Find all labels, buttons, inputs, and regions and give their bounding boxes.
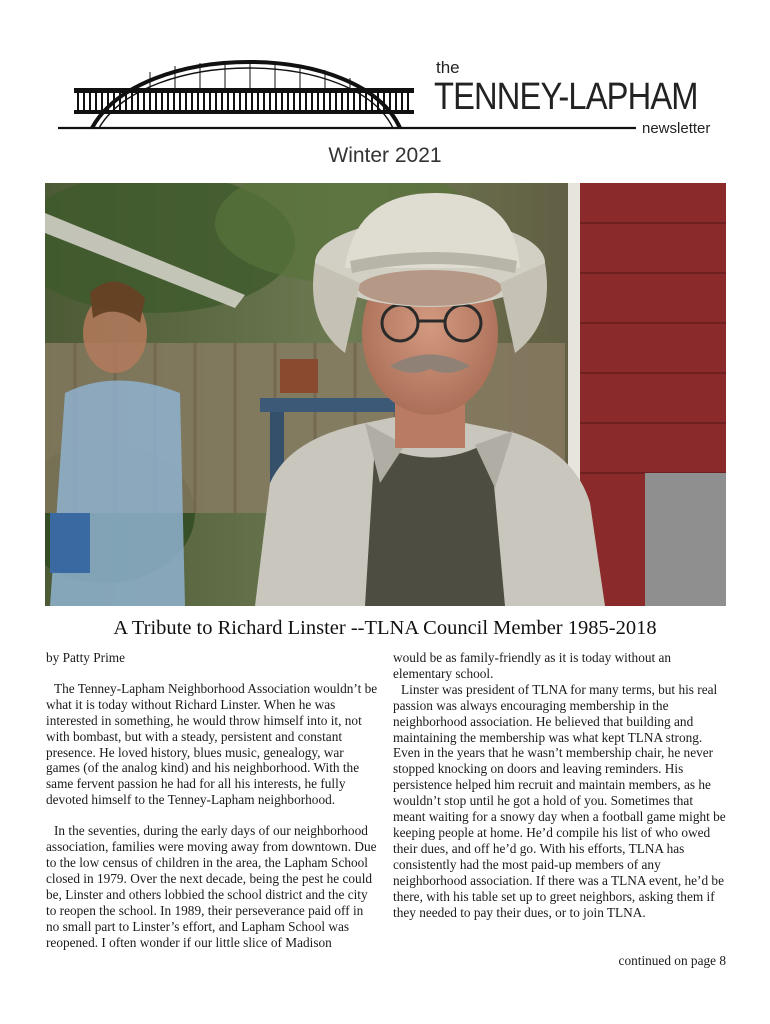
article-headline: A Tribute to Richard Linster --TLNA Council Member 1985-2018 [113,617,657,639]
continued-note: continued on page 8 [618,953,726,968]
masthead-the: the [436,58,460,77]
article-paragraph: Linster was president of TLNA for many terms, but his real passion was always encouraging membership in the neighborhood association. He believed that building and maintaining the membership was what kept TLNA strong. Even in the years that he wasn’t membership chair, he never stopped knocking on doors and leaving reminders. His persistence helped him recruit and maintain members, as he wouldn’t stop until he got a hold of you. Sometimes that meant waiting for a snowy day when a football game might be keeping people at home. He’d compile his list of who owed their dues, and off he’d go. With his efforts, TLNA has consistently had the most paid-up members of any neighborhood association. If there was a TLNA event, he’d be there, with his table set up to greet neighbors, asking them if they needed to pay their dues, or to join TLNA. [393,681,726,920]
article-paragraph: The Tenney-Lapham Neighborhood Association wouldn’t be what it is today without Richard Linster. When he was interested in something, he would throw himself into it, not with bombast, but with a steady, persistent and constant presence. He loved history, blues music, genealogy, war games (of the analog kind) and his neighborhood. With the same fervent passion he had for all his interests, he fully devoted himself to the Tenney-Lapham neighborhood. [46,680,378,808]
portrait-photo [45,183,726,606]
masthead-subtitle: newsletter [642,120,711,137]
article-paragraph: would be as family-friendly as it is today without an elementary school. [393,650,672,681]
issue-date: Winter 2021 [328,144,442,167]
article-byline: by Patty Prime [46,650,126,665]
article-paragraph: In the seventies, during the early days of our neighborhood association, families were moving away from downtown. Due to the low census of children in the area, the Lapham School closed in 1979. Over the next decade, being the pest he could be, Linster and others lobbied the school district and the city to reopen the school. In 1989, their perseverance paid off in no small part to Linster’s effort, and Lapham School was reopened. I often wonder if our little slice of Madison [46,823,377,950]
article-column-right [393,650,727,920]
article-column-left [46,650,378,950]
masthead-title: TENNEY-LAPHAM [434,76,698,118]
